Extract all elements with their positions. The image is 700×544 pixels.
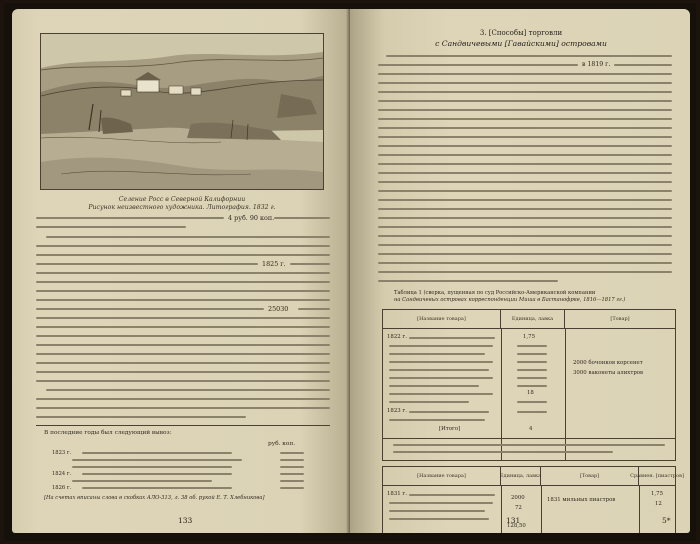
table1-total-value: 4 [529, 426, 533, 432]
footnote-year-1823: 1823 г. [52, 450, 72, 456]
year-mention: в 1819 г. [582, 61, 611, 68]
table2-mid-value: 1831 мильных пиастров [547, 497, 616, 503]
table1-total-label: [Итого] [439, 426, 461, 432]
table1-amount-1: 2000 бочонков корсенет [573, 360, 643, 366]
table2-row-year: 1831 г. [387, 491, 407, 497]
figure-total: 25030 [268, 305, 289, 313]
table2-header-unit: Единица, лавка [501, 467, 541, 485]
table2-value-3: 1,75 [651, 491, 664, 497]
goods-table-2 [382, 466, 684, 533]
right-page [350, 9, 690, 533]
table2-value-2: 72 [515, 505, 522, 511]
signature-mark: 5* [662, 516, 671, 525]
engraving-illustration [40, 33, 324, 190]
page-number-right: 131 [506, 516, 521, 525]
landscape-engraving [41, 34, 323, 189]
table2-header-piastres: Сравнен. [пиастров] [630, 473, 684, 479]
footnote-year-1824: 1824 г. [52, 471, 72, 477]
illustration-credit: Рисунок неизвестного художника. Литография. 1832 г. [88, 204, 276, 211]
table1-header-unit: Единица, лавка [501, 310, 565, 328]
table2-header-goods-right: [Товар] [541, 467, 639, 485]
goods-table-1 [382, 309, 676, 461]
figure-year: 1825 г. [262, 260, 286, 268]
section-heading: с Сандвичевыми [Гавайскими] островами [435, 39, 607, 48]
footnote-unit: руб. коп. [268, 441, 296, 447]
table1-caption-line2: на Сандвичевых островах корреспонденции Миша в Бастанофрке, 1816—1817 гг.) [394, 297, 626, 303]
table1-row-year-1823: 1823 г. [387, 408, 407, 414]
footnote-heading: В последние годы был следующий вывоз: [44, 430, 172, 436]
table1-value-2: 18 [527, 390, 534, 396]
table1-value-1: 1,75 [523, 334, 536, 340]
table2-header-goods: [Название товара] [383, 467, 501, 485]
table1-header-goods: [Название товара] [383, 310, 501, 328]
table1-header-goods-right: [Товар] [610, 316, 630, 322]
section-title: 3. [Способы] торговли [479, 29, 563, 37]
figure-price: 4 руб. 90 коп. [228, 214, 275, 222]
footnote-year-1826: 1826 г. [52, 485, 72, 491]
left-page [12, 9, 350, 533]
table2-value-4: 12 [655, 501, 662, 507]
open-book [4, 3, 696, 541]
table1-caption-line1: Таблица 1 (сверка, пущенная по суд Российско-Американской компании [394, 290, 596, 296]
table2-value-1: 2000 [511, 495, 525, 501]
table1-row-year-1822: 1822 г. [387, 334, 407, 340]
table1-amount-2: 3000 ваконеты алихтров [573, 370, 644, 376]
illustration-caption: Селение Росс в Северной Калифорнии [118, 196, 246, 203]
page-number-left: 133 [178, 516, 193, 525]
footnote-source-note: [На счетах вписаны слова в скобках АЛО-313, л. 38 об. рукой Е. Т. Хлебникова] [44, 495, 265, 501]
table2-bottom-value: 128,50 [507, 523, 526, 529]
